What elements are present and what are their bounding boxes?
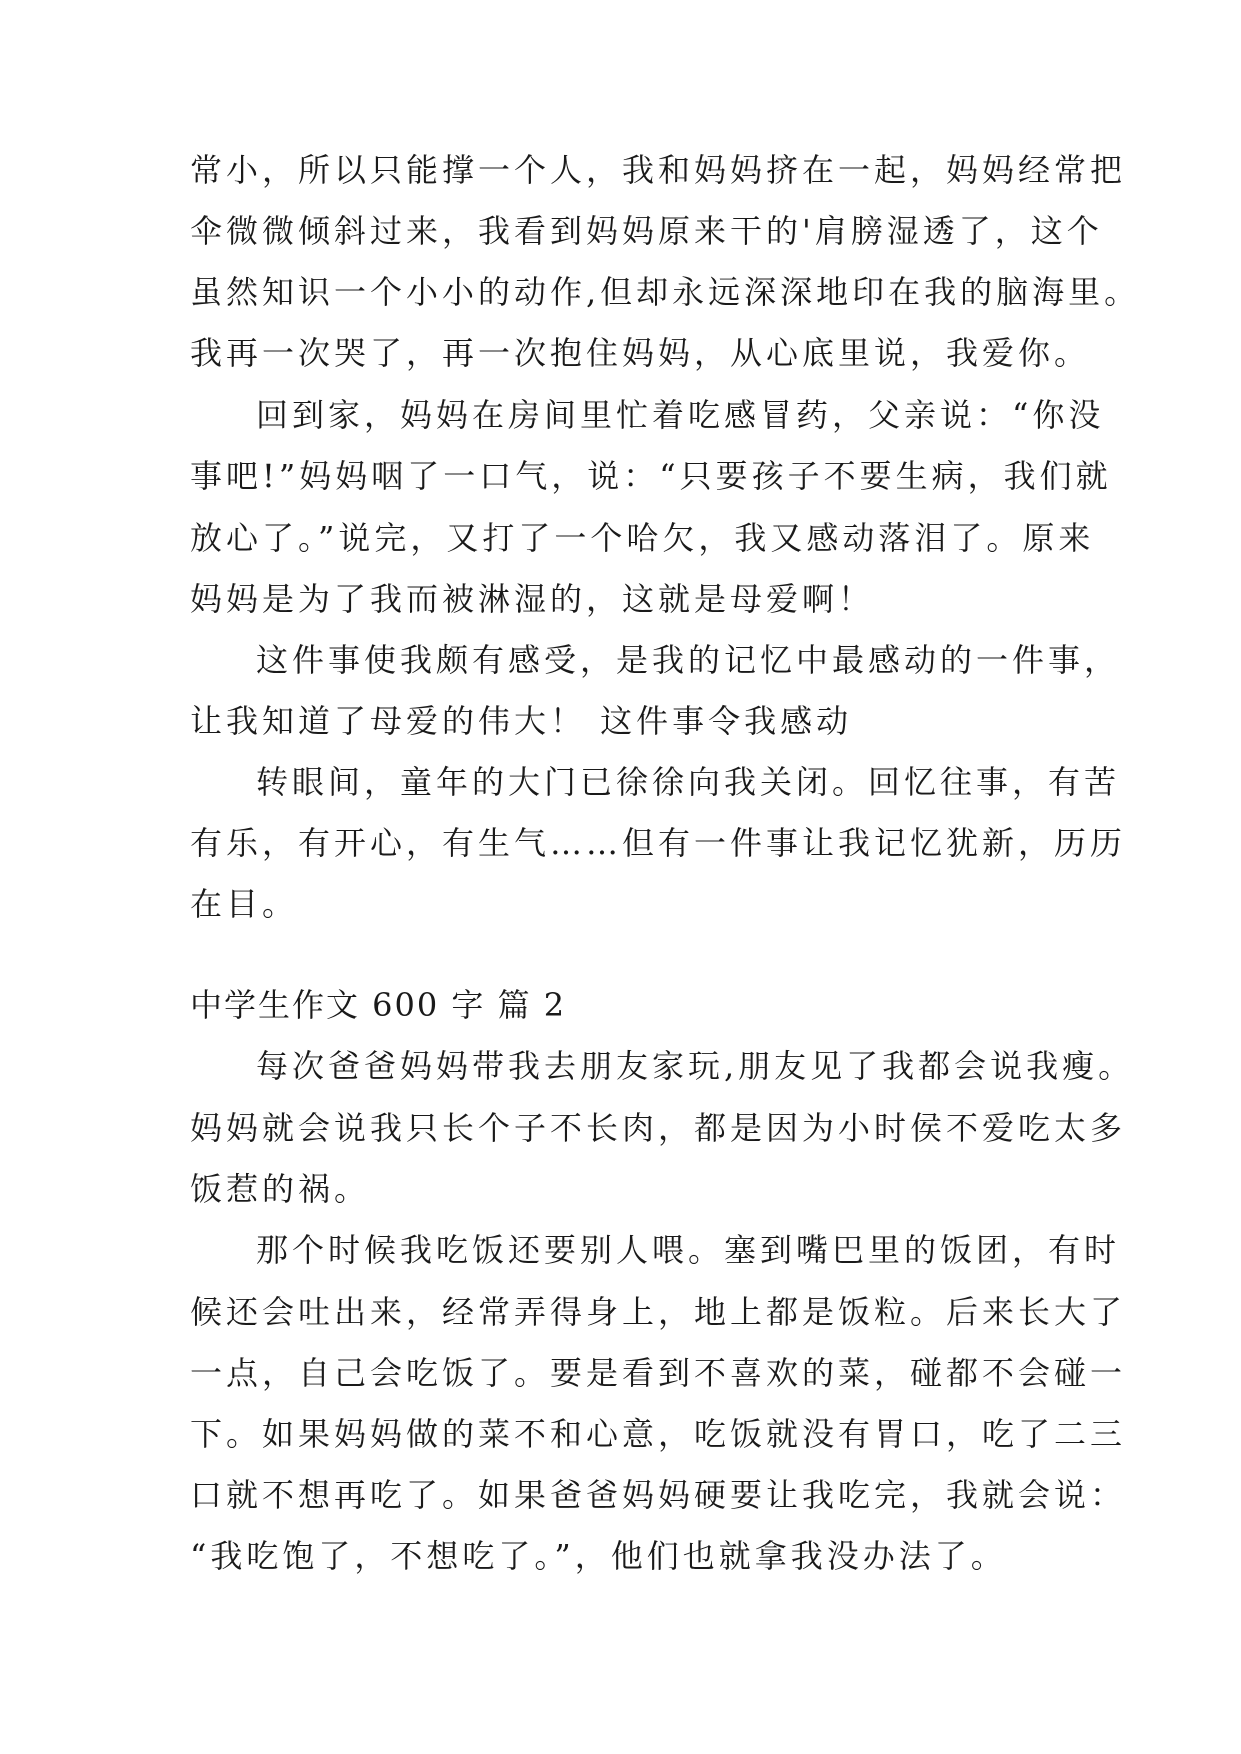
text-line: 让我知道了母爱的伟大！ 这件事令我感动 xyxy=(190,702,853,740)
text-line: 伞微微倾斜过来，我看到妈妈原来干的'肩膀湿透了，这个 xyxy=(190,212,1103,250)
text-line: 回到家，妈妈在房间里忙着吃感冒药，父亲说：“你没 xyxy=(256,396,1105,434)
text-line: 饭惹的祸。 xyxy=(190,1170,371,1208)
text-line: 口就不想再吃了。如果爸爸妈妈硬要让我吃完，我就会说： xyxy=(190,1476,1127,1514)
section-heading: 中学生作文 600 字 篇 2 xyxy=(190,986,567,1024)
text-line: 每次爸爸妈妈带我去朋友家玩,朋友见了我都会说我瘦。 xyxy=(256,1047,1135,1085)
text-line: 放心了。”说完，又打了一个哈欠，我又感动落泪了。原来 xyxy=(190,519,1095,557)
text-line: 常小，所以只能撑一个人，我和妈妈挤在一起，妈妈经常把 xyxy=(190,151,1127,189)
text-line: 有乐，有开心，有生气……但有一件事让我记忆犹新，历历 xyxy=(190,824,1127,862)
text-line: 那个时候我吃饭还要别人喂。塞到嘴巴里的饭团，有时 xyxy=(256,1231,1121,1269)
text-line: 事吧!”妈妈咽了一口气，说：“只要孩子不要生病，我们就 xyxy=(190,457,1112,495)
text-line: 在目。 xyxy=(190,885,299,923)
text-line: 一点，自己会吃饭了。要是看到不喜欢的菜，碰都不会碰一 xyxy=(190,1354,1127,1392)
text-line: 妈妈是为了我而被淋湿的，这就是母爱啊！ xyxy=(190,580,875,618)
text-line: 候还会吐出来，经常弄得身上，地上都是饭粒。后来长大了 xyxy=(190,1293,1127,1331)
text-line: “我吃饱了，不想吃了。”，他们也就拿我没办法了。 xyxy=(190,1537,1007,1575)
text-line: 这件事使我颇有感受，是我的记忆中最感动的一件事， xyxy=(256,641,1121,679)
text-line: 妈妈就会说我只长个子不长肉，都是因为小时侯不爱吃太多 xyxy=(190,1109,1127,1147)
text-line: 我再一次哭了，再一次抱住妈妈，从心底里说，我爱你。 xyxy=(190,334,1091,372)
text-line: 下。如果妈妈做的菜不和心意，吃饭就没有胃口，吃了二三 xyxy=(190,1415,1127,1453)
text-line: 虽然知识一个小小的动作,但却永远深深地印在我的脑海里。 xyxy=(190,273,1141,311)
text-line: 转眼间，童年的大门已徐徐向我关闭。回忆往事，有苦 xyxy=(256,763,1121,801)
